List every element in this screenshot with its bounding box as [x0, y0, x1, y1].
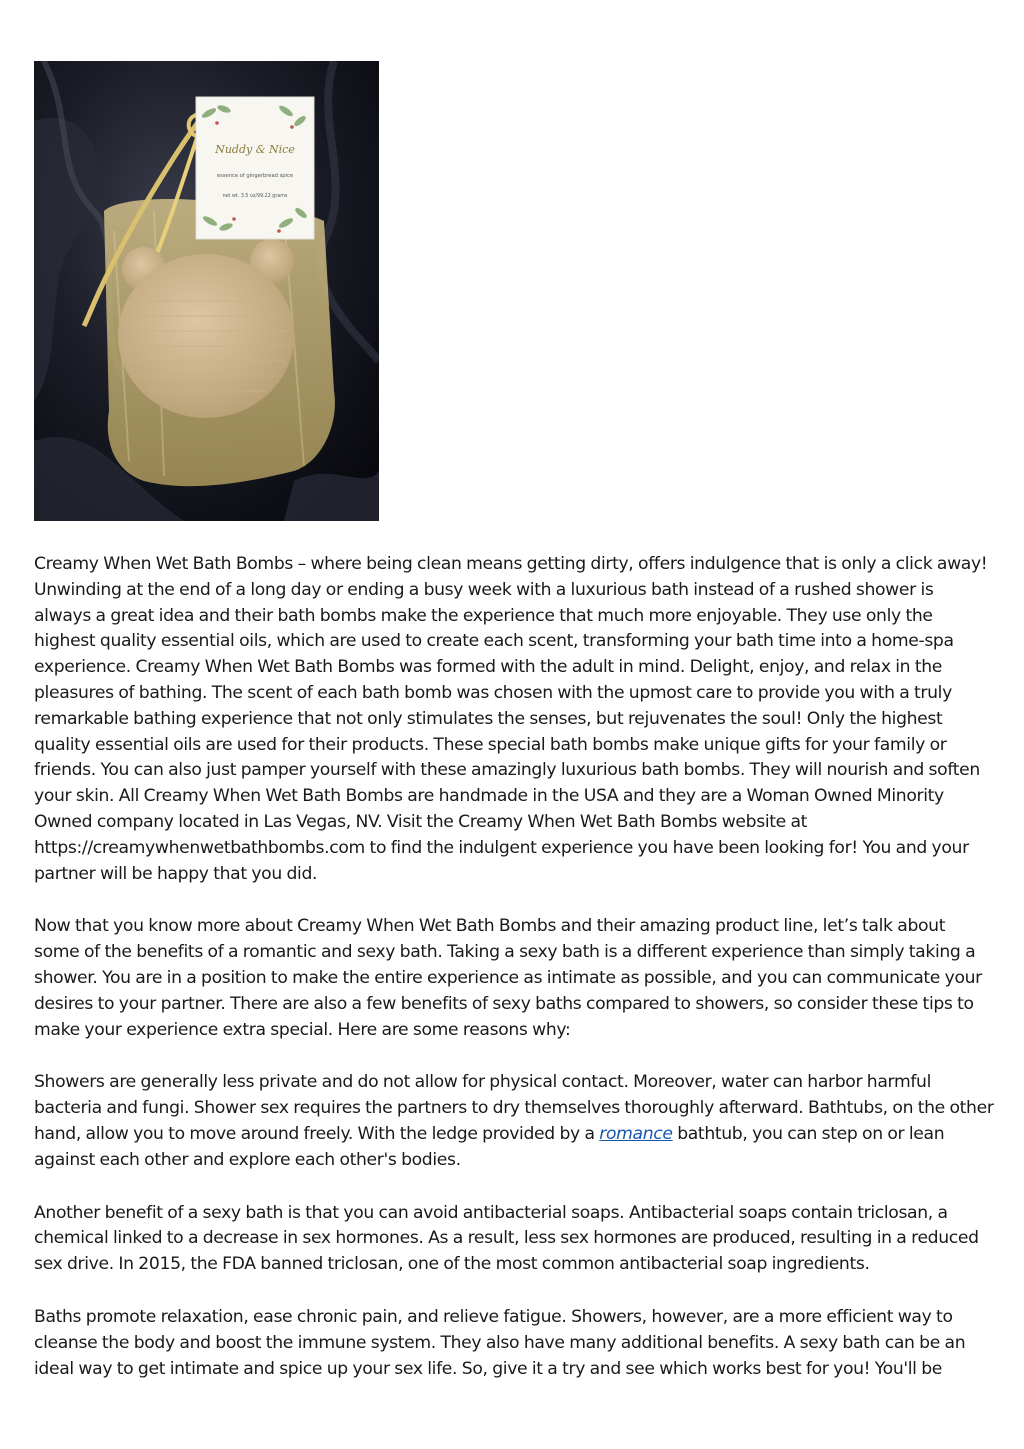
- paragraph-relaxation: Baths promote relaxation, ease chronic pain, and relieve fatigue. Showers, however, are a more efficient way to cleanse the body and boost the immune system. They also have many additional benefits. A sexy bath can be an ideal way to get intimate and spice up your sex life. So, give it a try and see which works best for you! You'll be: [34, 1306, 966, 1379]
- article-body: [34, 552, 994, 1409]
- paragraph-intro: Creamy When Wet Bath Bombs – where being clean means getting dirty, offers indulgence that is only a click away! Unwinding at the end of a long day or ending a busy week with a luxurious bath instead of a rushed shower is always a great idea and their bath bombs make the experience that much more enjoyable. They use only the highest quality essential oils, which are used to create each scent, transforming your bath time into a home-spa experience. Creamy When Wet Bath Bombs was formed with the adult in mind. Delight, enjoy, and relax in the pleasures of bathing. The scent of each bath bomb was chosen with the upmost care to provide you with a truly remarkable bathing experience that not only stimulates the senses, but rejuvenates the soul! Only the highest quality essential oils are used for their products. These special bath bombs make unique gifts for your family or friends. You can also just pamper yourself with these amazingly luxurious bath bombs. They will nourish and soften your skin. All Creamy When Wet Bath Bombs are handmade in the USA and they are a Woman Owned Minority Owned company located in Las Vegas, NV. Visit the Creamy When Wet Bath Bombs website at https://creamywhenwetbathbombs.com to find the indulgent experience you have been looking for! You and your partner will be happy that you did.: [34, 554, 988, 884]
- paragraph-benefits: Now that you know more about Creamy When Wet Bath Bombs and their amazing product line, let’s talk about some of the benefits of a romantic and sexy bath. Taking a sexy bath is a different experience than simply taking a shower. You are in a position to make the entire experience as intimate as possible, and you can communicate your desires to your partner. There are also a few benefits of sexy baths compared to showers, so consider these tips to make your experience extra special. Here are some reasons why:: [34, 916, 982, 1040]
- romance-link[interactable]: romance: [599, 1123, 673, 1144]
- bath-bomb-photo: [34, 61, 379, 521]
- label-scent: essence of gingerbread spice: [216, 173, 294, 179]
- product-label: [196, 97, 314, 239]
- paragraph-showers: [34, 1070, 994, 1173]
- paragraph-soaps: Another benefit of a sexy bath is that you can avoid antibacterial soaps. Antibacterial soaps contain triclosan, a chemical linked to a decrease in sex hormones. As a result, less sex hormones are produced, resulting in a reduced sex drive. In 2015, the FDA banned triclosan, one of the most common antibacterial soap ingredients.: [34, 1202, 979, 1275]
- product-photo: [34, 61, 379, 521]
- paragraph-showers-text-start: Showers are generally less private and do not allow for physical contact. Moreover, water can harbor harmful bacteria and fungi. Shower sex requires the partners to dry themselves thoroughly afterward. Bathtubs, on the other hand, allow you to move around freely. With the ledge provided by a: [34, 1072, 994, 1144]
- label-brand: Nuddy & Nice: [215, 143, 295, 156]
- bath-bomb: [118, 239, 294, 418]
- label-weight: net wt. 3.5 oz/99.22 grams: [222, 194, 288, 199]
- paragraph-showers-text-end: bathtub, you can step on or lean against each other and explore each other's bodies.: [34, 1123, 945, 1170]
